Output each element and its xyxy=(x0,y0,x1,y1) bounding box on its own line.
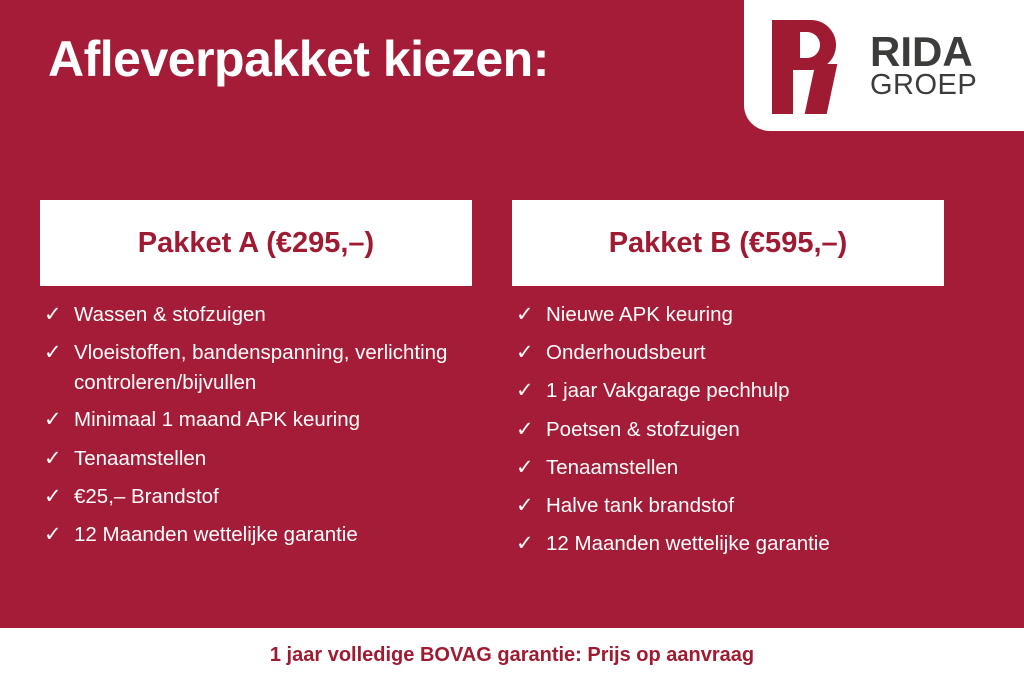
list-item xyxy=(40,444,472,474)
feature-text: Onderhoudsbeurt xyxy=(546,341,706,365)
feature-text: Wassen & stofzuigen xyxy=(74,303,266,326)
check-icon: ✓ xyxy=(516,379,534,403)
package-card-b[interactable] xyxy=(512,200,944,568)
package-a-feature-list xyxy=(40,300,472,550)
package-card-a[interactable] xyxy=(40,200,472,568)
list-item xyxy=(40,405,472,435)
feature-text: Tenaamstellen xyxy=(74,446,207,470)
check-icon: ✓ xyxy=(44,484,62,508)
list-item xyxy=(512,376,944,406)
page-title: Afleverpakket kiezen: xyxy=(48,31,549,87)
feature-text: Poetsen & stofzuigen xyxy=(546,417,740,441)
feature-text: Vloeistoffen, bandenspanning, verlichting controleren/bijvullen xyxy=(74,341,448,394)
list-item xyxy=(512,415,944,445)
package-b-title: Pakket B (€595,–) xyxy=(608,226,848,259)
feature-text: Minimaal 1 maand APK keuring xyxy=(74,408,361,432)
feature-text: Nieuwe APK keuring xyxy=(546,303,733,326)
feature-text: Tenaamstellen xyxy=(546,455,679,479)
feature-text: Halve tank brandstof xyxy=(546,494,735,518)
package-a-title: Pakket A (€295,–) xyxy=(137,226,375,259)
packages-container xyxy=(0,200,1024,568)
check-icon: ✓ xyxy=(516,494,534,518)
list-item xyxy=(512,338,944,368)
check-icon: ✓ xyxy=(44,446,62,470)
list-item xyxy=(40,338,472,397)
list-item xyxy=(512,491,944,521)
check-icon: ✓ xyxy=(44,341,62,365)
list-item xyxy=(512,300,944,330)
package-b-header xyxy=(512,200,944,286)
list-item xyxy=(40,482,472,512)
feature-text: €25,– Brandstof xyxy=(74,484,219,508)
check-icon: ✓ xyxy=(516,532,534,556)
check-icon: ✓ xyxy=(516,417,534,441)
feature-text: 1 jaar Vakgarage pechhulp xyxy=(546,379,790,403)
package-a-header xyxy=(40,200,472,286)
check-icon: ✓ xyxy=(44,522,62,546)
check-icon: ✓ xyxy=(44,303,62,326)
list-item xyxy=(512,453,944,483)
check-icon: ✓ xyxy=(516,455,534,479)
package-b-feature-list xyxy=(512,300,944,560)
logo-line-1: RIDA xyxy=(870,27,973,75)
check-icon: ✓ xyxy=(44,408,62,432)
feature-text: 12 Maanden wettelijke garantie xyxy=(546,532,830,556)
brand-logo xyxy=(744,0,1024,131)
logo-line-2: GROEP xyxy=(870,68,978,101)
footer-banner xyxy=(0,628,1024,682)
feature-text: 12 Maanden wettelijke garantie xyxy=(74,522,358,546)
list-item xyxy=(512,529,944,559)
footer-note: 1 jaar volledige BOVAG garantie: Prijs op aanvraag xyxy=(269,643,755,666)
list-item xyxy=(40,520,472,550)
check-icon: ✓ xyxy=(516,303,534,326)
check-icon: ✓ xyxy=(516,341,534,365)
list-item xyxy=(40,300,472,330)
rida-r-monogram-icon xyxy=(766,16,858,116)
